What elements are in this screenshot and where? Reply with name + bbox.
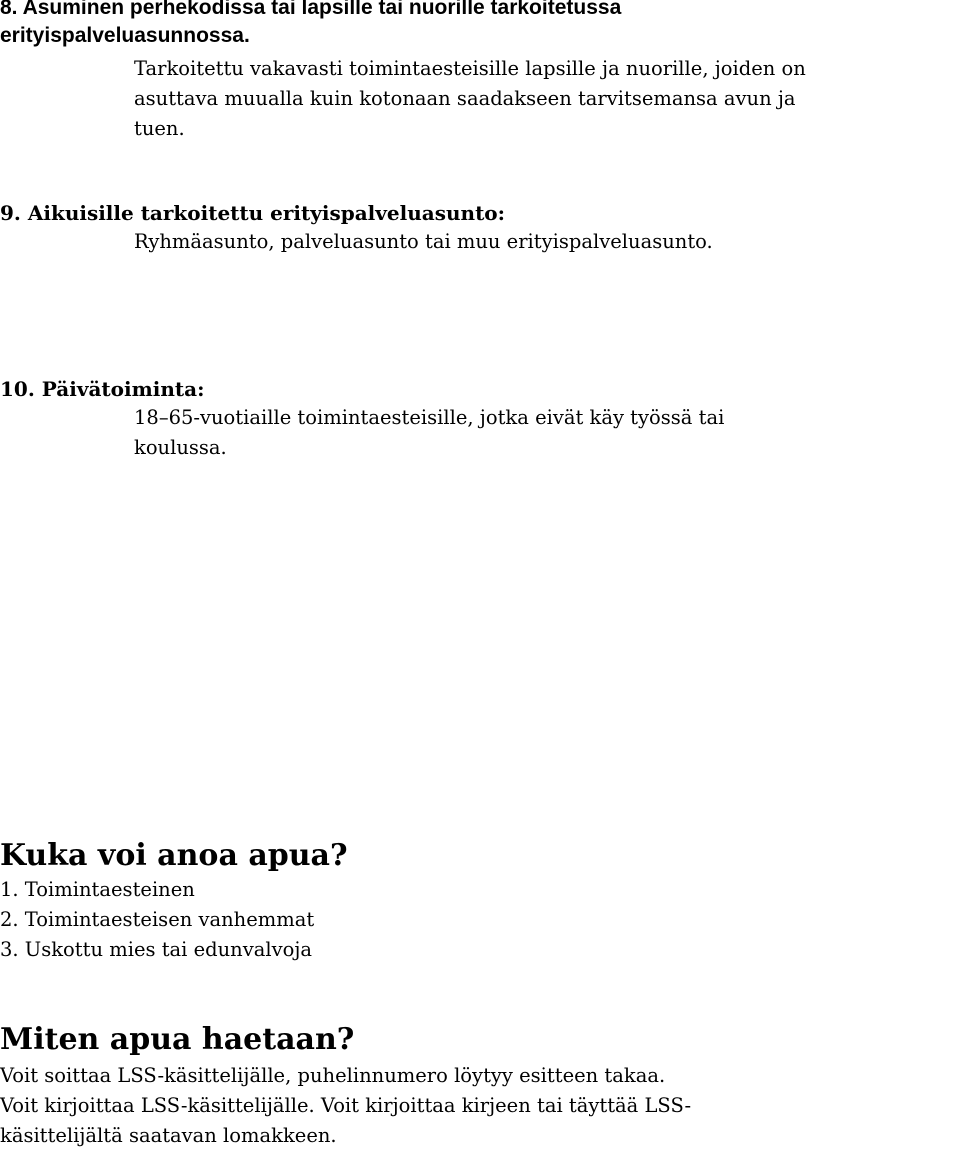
item-9-desc-line-1: Ryhmäasunto, palveluasunto tai muu erityispalveluasunto.	[134, 230, 713, 253]
item-10-desc-line-1: 18–65-vuotiaille toimintaesteisille, jotka eivät käy työssä tai	[134, 406, 725, 429]
list-item: 3. Uskottu mies tai edunvalvoja	[0, 938, 313, 961]
item-8-title-line-1: 8. Asuminen perhekodissa tai lapsille tai nuorille tarkoitetussa	[0, 0, 622, 19]
item-9-title: 9. Aikuisille tarkoitettu erityispalveluasunto:	[0, 201, 506, 225]
item-8-title	[0, 0, 621, 50]
how-to-apply-line-2: Voit kirjoittaa LSS-käsittelijälle. Voit kirjoittaa kirjeen tai täyttää LSS-	[0, 1094, 692, 1117]
item-8-desc-line-2: asuttava muualla kuin kotonaan saadakseen tarvitsemansa avun ja	[134, 87, 796, 110]
item-8-title-line-2: erityispalveluasunnossa.	[0, 24, 250, 47]
how-to-apply-heading: Miten apua haetaan?	[0, 1022, 355, 1057]
item-9-description	[134, 227, 956, 257]
how-to-apply-line-3: käsittelijältä saatavan lomakkeen.	[0, 1124, 337, 1147]
how-to-apply-line-1: Voit soittaa LSS-käsittelijälle, puhelinnumero löytyy esitteen takaa.	[0, 1064, 666, 1087]
item-10-description	[134, 403, 956, 463]
item-8-desc-line-1: Tarkoitettu vakavasti toimintaesteisille lapsille ja nuorille, joiden on	[134, 57, 806, 80]
item-8-description	[134, 54, 956, 144]
how-to-apply-text	[0, 1061, 880, 1151]
who-can-apply-heading: Kuka voi anoa apua?	[0, 838, 348, 873]
item-10-title: 10. Päivätoiminta:	[0, 377, 205, 401]
item-10-desc-line-2: koulussa.	[134, 436, 227, 459]
item-8-desc-line-3: tuen.	[134, 117, 185, 140]
list-item: 1. Toimintaesteinen	[0, 878, 195, 901]
list-item: 2. Toimintaesteisen vanhemmat	[0, 908, 315, 931]
